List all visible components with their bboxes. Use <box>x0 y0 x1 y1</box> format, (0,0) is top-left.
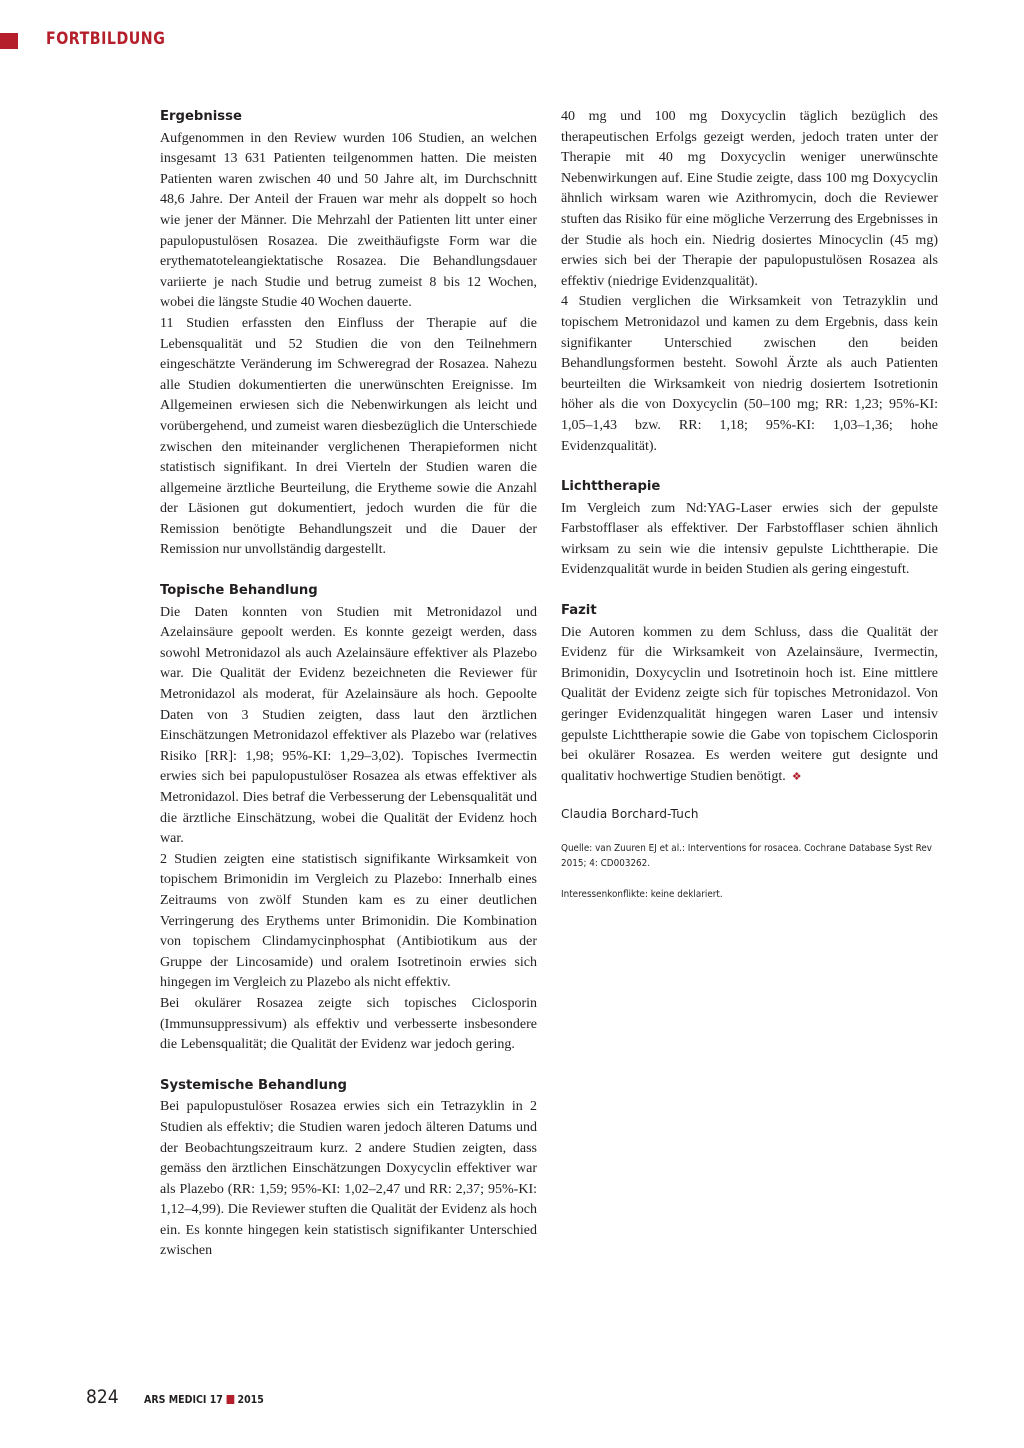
journal-year: 2015 <box>237 1393 264 1406</box>
journal-issue: ARS MEDICI 17 <box>144 1393 223 1406</box>
journal-info <box>144 1393 264 1406</box>
paragraph: Aufgenommen in den Review wurden 106 Studien, an welchen insgesamt 13 631 Patienten teilgenommen hatten. Die meisten Patienten waren zwischen 40 und 50 Jahre alt, im Durchschnitt 48,6 Jahre. Der Anteil der Frauen war mehr als doppelt so hoch wie jener der Männer. Die Mehrzahl der Patienten litt unter einer papulopustulösen Rosazea. Die zweithäufigste Form war die erythematoteleangiektatische Rosazea. Die Behandlungsdauer variierte je nach Studie und betrug zumeist 8 bis 12 Wochen, wobei die längste Studie 40 Wochen dauerte. <box>160 130 537 311</box>
section-heading: Topische Behandlung <box>160 583 318 599</box>
source-citation: Quelle: van Zuuren EJ et al.: Interventions for rosacea. Cochrane Database Syst Rev 2015; 4: CD003262. <box>561 843 932 870</box>
paragraph: Die Daten konnten von Studien mit Metronidazol und Azelainsäure gepoolt werden. Es konnte gezeigt werden, dass sowohl Metronidazol als auch Azelainsäure effektiver als Plazebo war. Die Qualität der Evidenz bezeichneten die Reviewer für Metronidazol als moderat, für Azelainsäure als hoch. Gepoolte Daten von 3 Studien zeigten, dass laut den ärztlichen Einschätzungen Metronidazol effektiver als Plazebo war (relatives Risiko [RR]: 1,98; 95%-KI: 1,29–3,02). Topisches Ivermectin erwies sich bei papulopustulöser Rosazea als etwas effektiver als Metronidazol. Dies betraf die Verbesserung der Lebensqualität und die ärztliche Einschätzung, wobei die Qualität der Evidenz hoch war. <box>160 604 537 847</box>
paragraph <box>561 623 938 788</box>
section-marker <box>0 33 18 49</box>
section-title: FORTBILDUNG <box>46 29 166 48</box>
author-name: Claudia Borchard-Tuch <box>561 807 699 822</box>
section-heading: Ergebnisse <box>160 109 242 124</box>
end-of-article-icon: ❖ <box>791 770 802 783</box>
paragraph: 40 mg und 100 mg Doxycyclin täglich bezüglich des therapeutischen Erfolgs gezeigt werden, jedoch traten unter der Therapie mit 40 mg Doxycyclin weniger unerwünschte Nebenwirkungen auf. Eine Studie zeigte, dass 100 mg Doxycyclin ähnlich wirksam waren wie Azithromycin, doch die Reviewer stuften das Risiko für eine mögliche Verzerrung des Ergebnisses in der Studie als hoch ein. Niedrig dosiertes Minocyclin (45 mg) erwies sich bei der Therapie der papulopustulösen Rosazea als effektiv (niedrige Evidenzqualität). <box>561 109 938 289</box>
section-heading: Lichttherapie <box>561 479 661 495</box>
section-heading: Fazit <box>561 603 597 619</box>
paragraph-text: Die Autoren kommen zu dem Schluss, dass die Qualität der Evidenz für die Wirksamkeit von Azelainsäure, Ivermectin, Brimonidin, Doxycyclin und Isotretinoin hoch ist. Eine mittlere Qualität der Evidenz zeigte sich für topisches Metronidazol. Von geringer Evidenzqualität hingegen waren Laser und intensiv gepulste Lichttherapie sowie die Gabe von topischem Ciclosporin bei okulärer Rosazea. Es werden weitere gut designte und qualitativ hochwertige Studien benötigt. <box>561 624 938 784</box>
paragraph: Im Vergleich zum Nd:YAG-Laser erwies sich der gepulste Farbstofflaser als effektiver. Der Farbstofflaser schien ähnlich wirksam zu sein wie die intensiv gepulste Lichttherapie. Die Evidenzqualität wurde in beiden Studien als gering eingestuft. <box>561 500 938 578</box>
page-footer <box>86 1386 283 1408</box>
left-column <box>160 107 537 1282</box>
topical-treatment-section <box>160 581 537 1056</box>
conflict-of-interest-note: Interessenkonflikte: keine deklariert. <box>561 889 723 901</box>
conclusion-section <box>561 601 938 787</box>
light-therapy-section <box>561 477 938 581</box>
systemic-treatment-section <box>160 1076 537 1262</box>
page-number: 824 <box>86 1386 119 1408</box>
paragraph: Bei okulärer Rosazea zeigte sich topisches Ciclosporin (Immunsuppressivum) als effektiv und verbesserte insbesondere die Lebensqualität; die Qualität der Evidenz war jedoch gering. <box>160 995 537 1053</box>
paragraph: 11 Studien erfassten den Einfluss der Therapie auf die Lebensqualität und 52 Studien die von den Teilnehmern eingeschätzte Veränderung im Schweregrad der Rosazea. Nahezu alle Studien dokumentierten die unerwünschten Ereignisse. Im Allgemeinen erwiesen sich die Nebenwirkungen als leicht und vorübergehend, und zumeist waren diesbezüglich die Unterschiede zwischen den miteinander verglichenen Therapieformen nicht statistisch signifikant. In drei Vierteln der Studien waren die allgemeine ärztliche Beurteilung, die Erytheme sowie die Anzahl der Läsionen gut dokumentiert, jedoch wurden die für die Remission benötigte Behandlungszeit und die Dauer der Remission nur unvollständig dargestellt. <box>160 315 537 558</box>
paragraph: 2 Studien zeigten eine statistisch signifikante Wirksamkeit von topischem Brimonidin im Vergleich zu Plazebo: Innerhalb eines Zeitraums von zwölf Stunden kam es zu einer deutlichen Verringerung des Erythems unter Brimonidin. Die Kombination von topischem Clindamycinphosphat (Antibiotikum aus der Gruppe der Lincosamide) und oralem Isotretinoin erwies sich hingegen im Vergleich zu Plazebo als nicht effektiv. <box>160 851 537 991</box>
results-section <box>160 107 537 561</box>
paragraph: 4 Studien verglichen die Wirksamkeit von Tetrazyklin und topischem Metronidazol und kamen zu dem Ergebnis, dass kein signifikanter Unterschied zwischen den beiden Behandlungsformen besteht. Sowohl Ärzte als auch Patienten beurteilten die Wirksamkeit von niedrig dosiertem Isotretionin höher als die von Doxycyclin (50–100 mg; RR: 1,23; 95%-KI: 1,05–1,43 bzw. RR: 1,18; 95%-KI: 1,03–1,36; hohe Evidenzqualität). <box>561 294 938 454</box>
right-column <box>561 107 938 918</box>
paragraph: Bei papulopustulöser Rosazea erwies sich ein Tetrazyklin in 2 Studien als effektiv; die Studien waren jedoch älteren Datums und der Beobachtungszeitraum kurz. 2 andere Studien zeigten, dass gemäss den ärztlichen Einschätzungen Doxycyclin effektiver war als Plazebo (RR: 1,59; 95%-KI: 1,02–2,47 und RR: 2,37; 95%-KI: 1,12–4,99). Die Reviewer stuften die Qualität der Evidenz als hoch ein. Es konnte hingegen kein statistisch signifikanter Unterschied zwischen <box>160 1099 537 1259</box>
section-heading: Systemische Behandlung <box>160 1077 347 1093</box>
systemic-treatment-continued <box>561 107 938 457</box>
footer-marker <box>226 1395 234 1404</box>
